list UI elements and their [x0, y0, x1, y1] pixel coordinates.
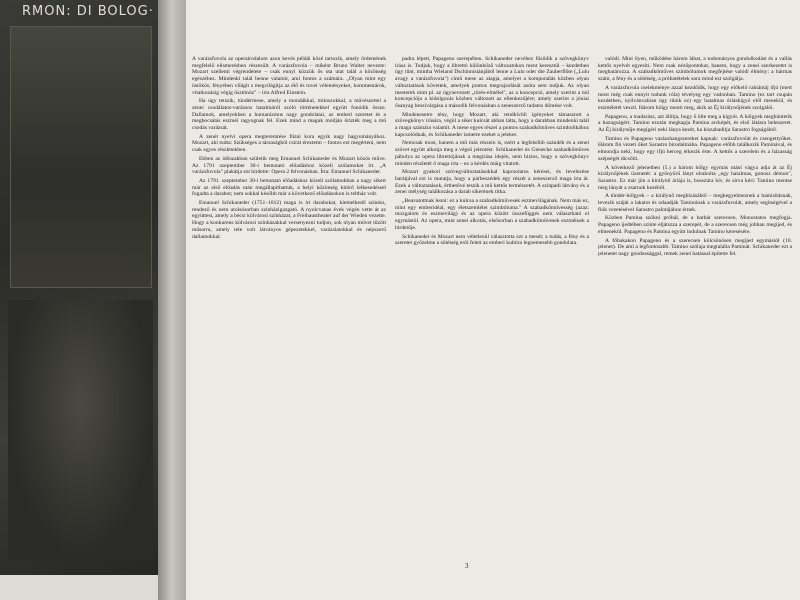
paragraph: Papageno, a madarász, azt állítja, hogy ő ölte meg a kígyót. A hölgyek megbüntetik a hazugságért. Tamino ezután megkapja Pamina arcképét, és első látásra beleszeret. Az Éj királynője megígéri neki lánya kezét, ha kiszabadítja Sarastro fogságából.	[598, 113, 792, 134]
paragraph: Az 1791. szeptember 30-i bemutató előadáshoz közeli szólamokban a nagy sikert már az első előadás után megállapíthattuk, a helyi közönség kitörő lelkesedéssel fogadta a darabot; nem sokkal később már a következő előadásokon is teltház volt.	[192, 177, 386, 198]
paragraph: Közben Pamina szökni próbál, de a barbár szerecsen, Monostatos megfogja. Papageno ijedtében szinte eljátszza a szerepét, de a szerecsen még jobban megijed, és elmenekül. Papageno és Pamina együtt indulnak Tamino keresésére.	[598, 215, 792, 235]
paragraph: „Beavatottnak lenni: ez a kulcsa a szabadkőművesek eszmevilágának. Nem más ez, mint egy emberidéal, egy életszemlélet szimbóluma." A szabadkőművesség (azaz: mozgalom és eszmevilág) és az opera között összefüggés nem választható el egymástól. Az opera, mint zenei alkotás, elsősorban a szabadkőművesek eszméinek a hirdetője.	[395, 198, 589, 231]
page-fold	[158, 0, 188, 600]
painting-frame	[10, 26, 152, 288]
paragraph: A tündér-hölgyek – a királynő megbízásából – megkegyelmeznek a hamisításnak, levezik száját a lakatot és odaadják Taminónak a varázsfuvolát, amely segítségével a fiúk vezetésével Sarastro palotájához érnek.	[598, 193, 792, 213]
paragraph: A varázsfuvola cselekménye azzal kezdődik, hogy egy előkelő rahiántáj ifjú (mert most még csak ennyit tudunk róla) tévelyeg egy vadonban. Tamino (ez tart csupán kezdetben, nyilvánvalóan úgy tűnik ez) egy hatalmas óriáskígyó elől menekül, és eszméletét veszti. Három hölgy menti meg, akik az Éj királynőjének szolgálói.	[598, 84, 792, 111]
page-number: 3	[465, 562, 469, 570]
paragraph: valódi. Mint ilyen, működése három lábat, a tudományos gondolkodást és a vallás kettős nyelvét egyesíti. Nem csak nézőpontokat, hanem, hogy a zenei szerkezetet is meghatározza. A szabadkőműves szimbólumok megfejtése valódi élmény: a hármas szám, a fény és a sötétség, a próbatételek sora mind ezt szolgálja.	[598, 56, 792, 83]
text-column-3	[598, 56, 792, 556]
paragraph: A főbakakon Papageno és a szerecsen kölcsönösen megijed egymástól (10. jelenet). De ami a legfontosabb: Tamino szólaja megtalálta Paminát. Schikaneder ezt a jelenetet nagy gondossággal, remek zenei hatással építette fel.	[598, 237, 792, 257]
paragraph: Tamino és Papageno varázshangszereket kapnak: varázsfuvolát és csengettyűket. Három fiú vezeti őket Sarastro birodalmába. Papageno előbb találkozik Paminával, és elmondja neki, hogy egy ifjú herceg érkezik érte. A kettős a szerelem és a házasság szépségét dicsőíti.	[598, 135, 792, 162]
painting-reproduction	[0, 0, 158, 575]
paragraph: Emanuel Schikaneder (1751–1812) maga is írt darabokat, kiemelkedő színész, rendező és nem utolsósorban színházigazgató. A nyolcvanas évek végén vette át az együttest, amely a bécsi külvárosi színházat, a Freihaustheater auf der Wieden vezette. Hogy a konkurens külvárosi színházakkal versenyezni tudjon, sok olyan művet tűzött műsorra, amely tele volt látványos gépezetekkel, varázslatokkal és népszerű dallamokkal.	[192, 200, 386, 240]
paragraph: Nemcsak most, hanem a mű más részein is, ezért a legfelsőbb szándék és a zenei szövet együtt alkotja meg a végső jelentést. Schikaneder és Giesecke szabadkőműves páholya az opera librettójának a megírása idején, nem biztos, hogy a szövegkönyv minden részletét ő maga írta – ez a kérdés máig vitatott.	[395, 140, 589, 167]
text-columns	[192, 56, 792, 556]
right-page	[186, 0, 800, 600]
paragraph: Mozart gyakori szövegváltoztatásokkal kapcsolatos kérései, és levelezése barátjával ezt is mutatja, hogy a párbeszédek egy részét a zeneszerző maga írta át. Ezek a változtatások, érthetővé teszik a mű kettős természetét. A színpadi látvány és a zenei mélység találkozása a darab sikerének titka.	[395, 169, 589, 196]
text-column-1	[192, 56, 386, 556]
paragraph: A varázsfuvola az operairodalom azon kevés példái közé tartozik, amely ördemének megfelelő elismerésben részesült. A varázsfuvola – miként Bruno Walter nevezte: Mozart szellemi végrendelete – csak ennyi közzük ős ota utat talál a közönség egészéhez. Mindenki talál benne valamit, ami fontos a számára. „Olyan mint egy üstökös; fényében világít s megvilágítja az élő és tovei véleményeket, kommentárok, vitatkozásig végig ösztönöz" – írta Alfred Einstein.	[192, 56, 386, 96]
paragraph: Schikaneder és Mozart nem véletlenül választotta ezt a mesét; a tudás, a fény és a szeretet győzelme a sötétség erői felett az emberi kultúra legnemesebb gondolata.	[395, 233, 589, 247]
paragraph: Ha úgy tetszik, tündérmese, amely a mondákkal, mitoszokkal, a művészettel a zenei csodálatos-varázsos hatalmáról szóló történetekkel együtt fonódik össze. Dallamok, amelyekben a humanizmus nagy gondolatai, az emberi szeretet és a megbocsátás eszméi ragyognak fel. Ezek mind a maguk módján őrizték meg a mű csodás varázsát.	[192, 98, 386, 132]
paragraph: Ebben az időszakban születik meg Emanuel Schikaneder és Mozart közös műve. Az 1791 szeptember 30-i bemutató előadáshoz közeli szólamokat írt. „A varázsfuvola" plakátja ezt hirdette: Opera 2 felvonásban. Írta: Emanuel Schikaneder.	[192, 155, 386, 176]
paragraph: A következő jelenetben (5.) a három hölgy egymás utáni vágya adja át az Éj királynőjének üzenetét: a gyönyörű lányt elrabolta „egy hatalmas, gonosz démon", Sarastro. Ez már jön a királynő áriája is, bosszúra hív, és sírva kéri: Tamino mentse meg lányát a zsarnok kezéből.	[598, 164, 792, 191]
paragraph: padra lépett, Papageno szerepében. Schikaneder nevéhez fűződik a szövegkönyv írása is. Tudjuk, hogy a librettó különböző változatokon ment keresztül – kezdetben úgy tűnt, mintha Wieland Dschinnistánjából lenne a Lulu oder die Zauberflöte („Lulu avagy a varázsfuvola") című mese az alapja, amelyet a komponálás közben olyan változtatások követtek, amelyek pontos megrajzolását azóta sem tudjuk. Az olyan mesterek mint pl. az úgynevezett „törés-elmélet", az a koncepció, amely szerint a mű koncepciója a kidolgozás közben változott az ellenkezőjére; amely szerint a jóniai ősanyag beszivárgása a második felvonásban a zeneszerző tudatos döntése volt.	[395, 56, 589, 109]
paragraph: Mindenesetre tény, hogy Mozart, aki rendkívüli igényeket támasztott a szövegkönyv írására, végül a siker kulcsát abban látta, hogy a darabban mindenki talál a maga számára valamit. A mese egyes részei a pontos szabadkőműves szimbolikához kapcsolódnak, és Schikaneder ismerte ezeket a jeleket.	[395, 111, 589, 138]
text-column-2	[395, 56, 589, 556]
painting-lower-detail	[8, 300, 153, 560]
painting-caption: RMON: DI BOLOG·	[22, 4, 154, 19]
paragraph: A zenét nyelvi opera megteremtése fűzni kora egyik nagy hagyományához. Mozart, aki tudta: Szükséges a társaságból csírát éreztetni – fontos ezt megérteni, nem csak egyes részletekben.	[192, 133, 386, 154]
